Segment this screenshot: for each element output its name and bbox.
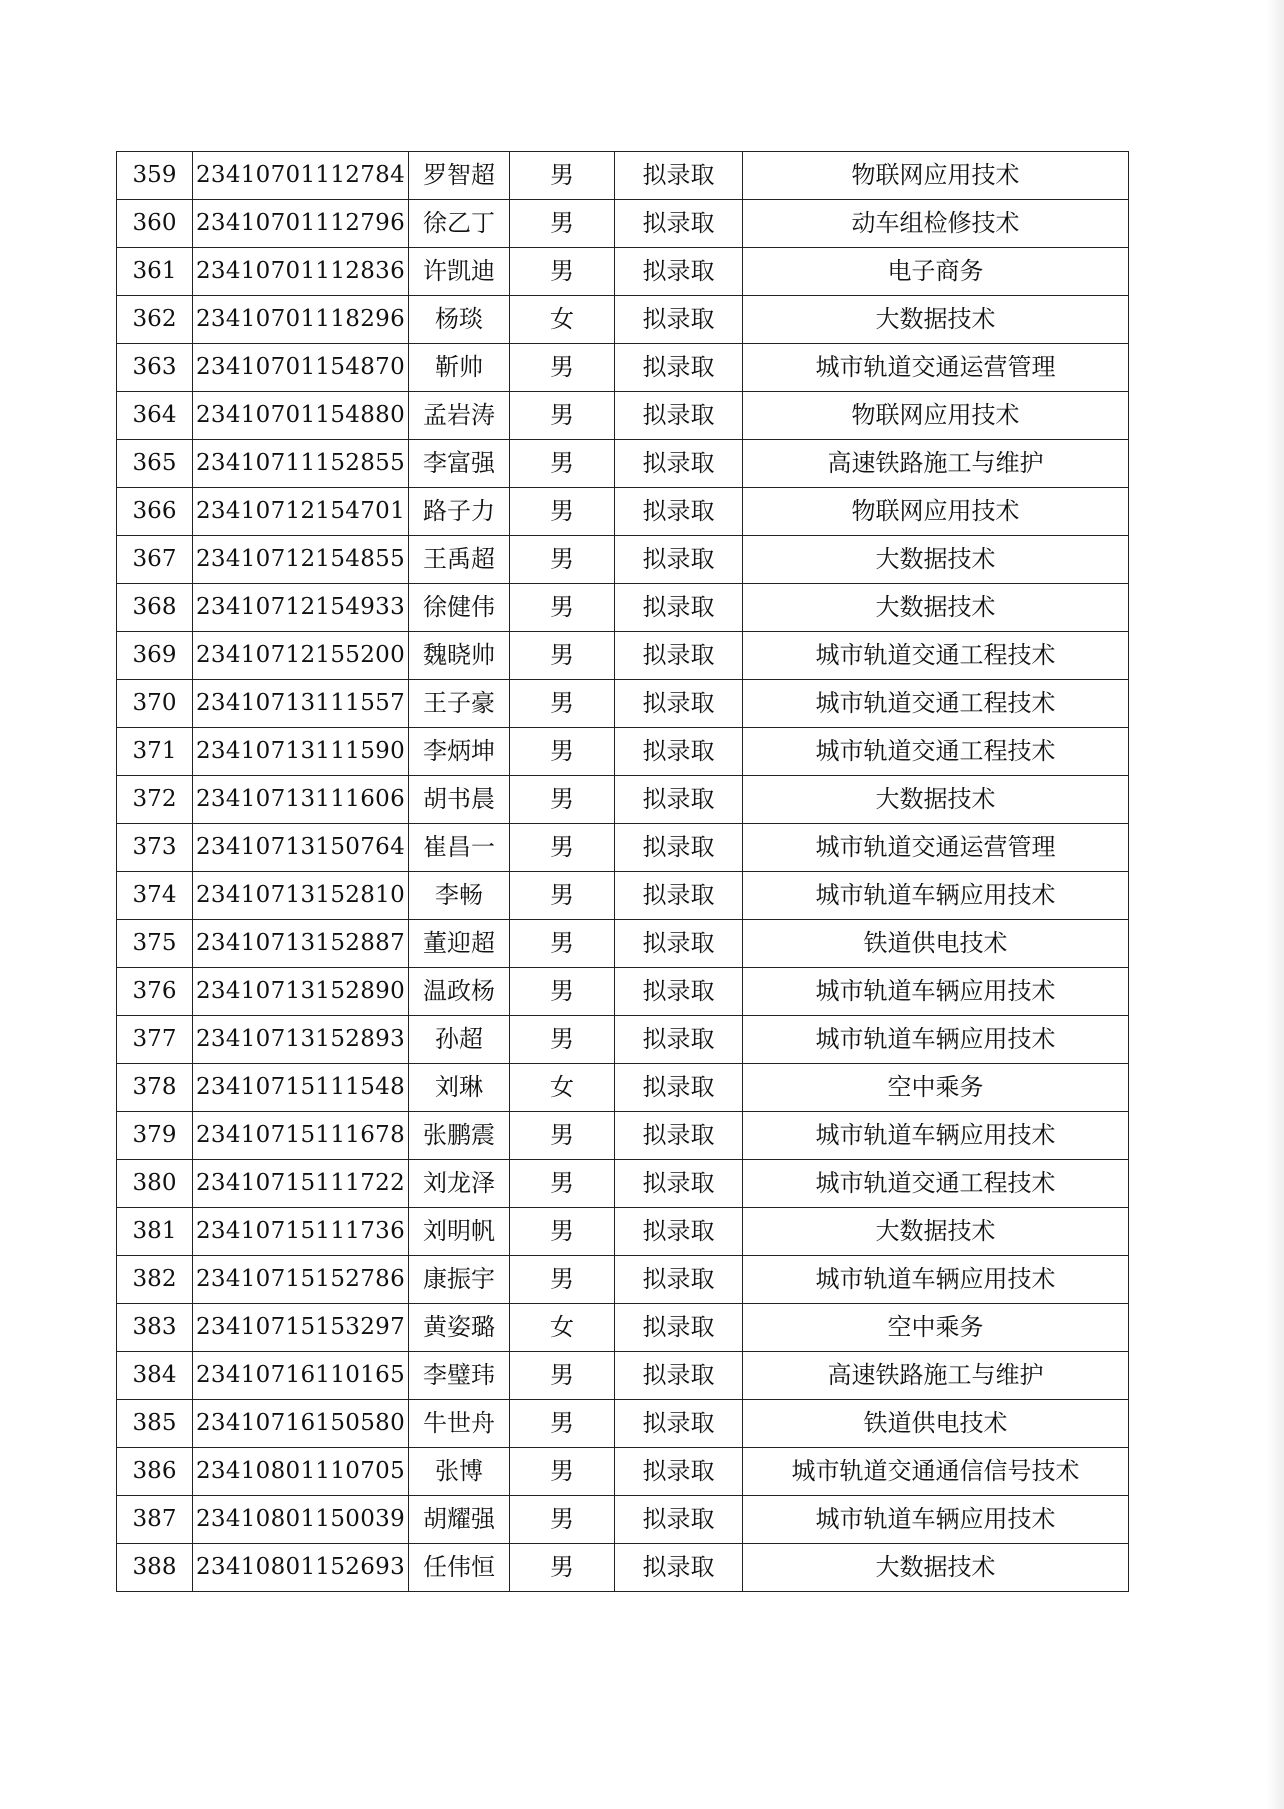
- candidate-id-cell: 23410701118296: [193, 296, 409, 344]
- admission-status-cell: 拟录取: [615, 968, 743, 1016]
- gender-cell: 女: [510, 1304, 615, 1352]
- gender-cell: 男: [510, 1160, 615, 1208]
- major-cell: 城市轨道车辆应用技术: [743, 1256, 1129, 1304]
- student-name-cell: 李富强: [409, 440, 510, 488]
- gender-cell: 男: [510, 1208, 615, 1256]
- table-row: [117, 1208, 1129, 1256]
- seq-cell: 379: [117, 1112, 193, 1160]
- major-cell: 城市轨道交通工程技术: [743, 632, 1129, 680]
- gender-cell: 男: [510, 824, 615, 872]
- student-name-cell: 李畅: [409, 872, 510, 920]
- table-row: [117, 344, 1129, 392]
- major-cell: 电子商务: [743, 248, 1129, 296]
- admission-status-cell: 拟录取: [615, 1064, 743, 1112]
- table-row: [117, 536, 1129, 584]
- admission-status-cell: 拟录取: [615, 392, 743, 440]
- candidate-id-cell: 23410716110165: [193, 1352, 409, 1400]
- admission-status-cell: 拟录取: [615, 1496, 743, 1544]
- gender-cell: 男: [510, 536, 615, 584]
- table-row: [117, 1064, 1129, 1112]
- student-name-cell: 许凯迪: [409, 248, 510, 296]
- candidate-id-cell: 23410713150764: [193, 824, 409, 872]
- gender-cell: 女: [510, 296, 615, 344]
- student-name-cell: 靳帅: [409, 344, 510, 392]
- major-cell: 城市轨道车辆应用技术: [743, 968, 1129, 1016]
- student-name-cell: 路子力: [409, 488, 510, 536]
- admission-status-cell: 拟录取: [615, 536, 743, 584]
- seq-cell: 383: [117, 1304, 193, 1352]
- table-row: [117, 1160, 1129, 1208]
- major-cell: 城市轨道交通工程技术: [743, 680, 1129, 728]
- table-row: [117, 1400, 1129, 1448]
- admission-status-cell: 拟录取: [615, 1400, 743, 1448]
- student-name-cell: 刘龙泽: [409, 1160, 510, 1208]
- seq-cell: 364: [117, 392, 193, 440]
- admission-status-cell: 拟录取: [615, 1448, 743, 1496]
- gender-cell: 男: [510, 1400, 615, 1448]
- student-name-cell: 张鹏震: [409, 1112, 510, 1160]
- table-row: [117, 776, 1129, 824]
- student-name-cell: 王禹超: [409, 536, 510, 584]
- candidate-id-cell: 23410713152893: [193, 1016, 409, 1064]
- candidate-id-cell: 23410701112784: [193, 152, 409, 200]
- table-row: [117, 968, 1129, 1016]
- major-cell: 高速铁路施工与维护: [743, 1352, 1129, 1400]
- student-name-cell: 黄姿璐: [409, 1304, 510, 1352]
- gender-cell: 男: [510, 632, 615, 680]
- student-name-cell: 胡耀强: [409, 1496, 510, 1544]
- major-cell: 大数据技术: [743, 296, 1129, 344]
- gender-cell: 男: [510, 776, 615, 824]
- gender-cell: 男: [510, 1016, 615, 1064]
- gender-cell: 男: [510, 1544, 615, 1592]
- candidate-id-cell: 23410801110705: [193, 1448, 409, 1496]
- seq-cell: 366: [117, 488, 193, 536]
- seq-cell: 369: [117, 632, 193, 680]
- gender-cell: 男: [510, 680, 615, 728]
- gender-cell: 男: [510, 1112, 615, 1160]
- student-name-cell: 刘明帆: [409, 1208, 510, 1256]
- admission-status-cell: 拟录取: [615, 584, 743, 632]
- major-cell: 城市轨道交通运营管理: [743, 824, 1129, 872]
- table-row: [117, 152, 1129, 200]
- candidate-id-cell: 23410712154855: [193, 536, 409, 584]
- admission-status-cell: 拟录取: [615, 200, 743, 248]
- admission-status-cell: 拟录取: [615, 1112, 743, 1160]
- candidate-id-cell: 23410715111722: [193, 1160, 409, 1208]
- table-row: [117, 488, 1129, 536]
- major-cell: 城市轨道交通工程技术: [743, 728, 1129, 776]
- admission-status-cell: 拟录取: [615, 680, 743, 728]
- major-cell: 大数据技术: [743, 536, 1129, 584]
- admission-status-cell: 拟录取: [615, 248, 743, 296]
- gender-cell: 女: [510, 1064, 615, 1112]
- admission-status-cell: 拟录取: [615, 1544, 743, 1592]
- seq-cell: 384: [117, 1352, 193, 1400]
- table-row: [117, 1112, 1129, 1160]
- major-cell: 空中乘务: [743, 1304, 1129, 1352]
- seq-cell: 360: [117, 200, 193, 248]
- gender-cell: 男: [510, 344, 615, 392]
- student-name-cell: 王子豪: [409, 680, 510, 728]
- major-cell: 物联网应用技术: [743, 152, 1129, 200]
- admission-status-cell: 拟录取: [615, 152, 743, 200]
- seq-cell: 382: [117, 1256, 193, 1304]
- candidate-id-cell: 23410715111548: [193, 1064, 409, 1112]
- seq-cell: 376: [117, 968, 193, 1016]
- gender-cell: 男: [510, 152, 615, 200]
- student-name-cell: 孟岩涛: [409, 392, 510, 440]
- candidate-id-cell: 23410711152855: [193, 440, 409, 488]
- major-cell: 物联网应用技术: [743, 488, 1129, 536]
- admission-status-cell: 拟录取: [615, 1160, 743, 1208]
- student-name-cell: 杨琰: [409, 296, 510, 344]
- candidate-id-cell: 23410715152786: [193, 1256, 409, 1304]
- table-row: [117, 1304, 1129, 1352]
- seq-cell: 363: [117, 344, 193, 392]
- admission-status-cell: 拟录取: [615, 1016, 743, 1064]
- table-row: [117, 632, 1129, 680]
- candidate-id-cell: 23410715153297: [193, 1304, 409, 1352]
- seq-cell: 365: [117, 440, 193, 488]
- table-row: [117, 872, 1129, 920]
- candidate-id-cell: 23410801152693: [193, 1544, 409, 1592]
- gender-cell: 男: [510, 1256, 615, 1304]
- admission-status-cell: 拟录取: [615, 776, 743, 824]
- admission-table-body: [117, 152, 1129, 1592]
- table-row: [117, 440, 1129, 488]
- admission-status-cell: 拟录取: [615, 488, 743, 536]
- gender-cell: 男: [510, 872, 615, 920]
- candidate-id-cell: 23410715111736: [193, 1208, 409, 1256]
- gender-cell: 男: [510, 200, 615, 248]
- seq-cell: 377: [117, 1016, 193, 1064]
- admission-status-cell: 拟录取: [615, 920, 743, 968]
- admission-status-cell: 拟录取: [615, 824, 743, 872]
- candidate-id-cell: 23410715111678: [193, 1112, 409, 1160]
- seq-cell: 359: [117, 152, 193, 200]
- gender-cell: 男: [510, 584, 615, 632]
- admission-status-cell: 拟录取: [615, 296, 743, 344]
- admission-status-cell: 拟录取: [615, 344, 743, 392]
- candidate-id-cell: 23410801150039: [193, 1496, 409, 1544]
- admission-status-cell: 拟录取: [615, 1352, 743, 1400]
- major-cell: 城市轨道车辆应用技术: [743, 872, 1129, 920]
- major-cell: 大数据技术: [743, 1208, 1129, 1256]
- candidate-id-cell: 23410713152887: [193, 920, 409, 968]
- candidate-id-cell: 23410712154933: [193, 584, 409, 632]
- admission-status-cell: 拟录取: [615, 1208, 743, 1256]
- seq-cell: 375: [117, 920, 193, 968]
- gender-cell: 男: [510, 488, 615, 536]
- table-row: [117, 1016, 1129, 1064]
- student-name-cell: 张博: [409, 1448, 510, 1496]
- student-name-cell: 李璧玮: [409, 1352, 510, 1400]
- page-edge-shadow: [1266, 0, 1284, 1809]
- student-name-cell: 徐乙丁: [409, 200, 510, 248]
- major-cell: 城市轨道车辆应用技术: [743, 1496, 1129, 1544]
- student-name-cell: 魏晓帅: [409, 632, 510, 680]
- gender-cell: 男: [510, 1448, 615, 1496]
- gender-cell: 男: [510, 248, 615, 296]
- major-cell: 大数据技术: [743, 1544, 1129, 1592]
- seq-cell: 388: [117, 1544, 193, 1592]
- candidate-id-cell: 23410713152810: [193, 872, 409, 920]
- table-row: [117, 1352, 1129, 1400]
- table-row: [117, 728, 1129, 776]
- seq-cell: 368: [117, 584, 193, 632]
- candidate-id-cell: 23410701112796: [193, 200, 409, 248]
- seq-cell: 371: [117, 728, 193, 776]
- student-name-cell: 胡书晨: [409, 776, 510, 824]
- seq-cell: 373: [117, 824, 193, 872]
- gender-cell: 男: [510, 920, 615, 968]
- gender-cell: 男: [510, 728, 615, 776]
- student-name-cell: 董迎超: [409, 920, 510, 968]
- candidate-id-cell: 23410713111590: [193, 728, 409, 776]
- table-row: [117, 1448, 1129, 1496]
- student-name-cell: 任伟恒: [409, 1544, 510, 1592]
- candidate-id-cell: 23410701112836: [193, 248, 409, 296]
- gender-cell: 男: [510, 440, 615, 488]
- major-cell: 大数据技术: [743, 776, 1129, 824]
- seq-cell: 362: [117, 296, 193, 344]
- table-row: [117, 584, 1129, 632]
- table-row: [117, 1544, 1129, 1592]
- candidate-id-cell: 23410713111606: [193, 776, 409, 824]
- gender-cell: 男: [510, 1496, 615, 1544]
- student-name-cell: 李炳坤: [409, 728, 510, 776]
- admission-status-cell: 拟录取: [615, 1256, 743, 1304]
- candidate-id-cell: 23410713152890: [193, 968, 409, 1016]
- candidate-id-cell: 23410701154870: [193, 344, 409, 392]
- seq-cell: 370: [117, 680, 193, 728]
- gender-cell: 男: [510, 1352, 615, 1400]
- major-cell: 城市轨道交通工程技术: [743, 1160, 1129, 1208]
- seq-cell: 380: [117, 1160, 193, 1208]
- admission-status-cell: 拟录取: [615, 440, 743, 488]
- seq-cell: 385: [117, 1400, 193, 1448]
- table-row: [117, 680, 1129, 728]
- seq-cell: 367: [117, 536, 193, 584]
- seq-cell: 372: [117, 776, 193, 824]
- student-name-cell: 温政杨: [409, 968, 510, 1016]
- candidate-id-cell: 23410716150580: [193, 1400, 409, 1448]
- candidate-id-cell: 23410712155200: [193, 632, 409, 680]
- table-row: [117, 296, 1129, 344]
- student-name-cell: 罗智超: [409, 152, 510, 200]
- table-row: [117, 392, 1129, 440]
- candidate-id-cell: 23410712154701: [193, 488, 409, 536]
- student-name-cell: 崔昌一: [409, 824, 510, 872]
- seq-cell: 387: [117, 1496, 193, 1544]
- admission-status-cell: 拟录取: [615, 728, 743, 776]
- candidate-id-cell: 23410713111557: [193, 680, 409, 728]
- seq-cell: 374: [117, 872, 193, 920]
- major-cell: 城市轨道车辆应用技术: [743, 1016, 1129, 1064]
- major-cell: 物联网应用技术: [743, 392, 1129, 440]
- gender-cell: 男: [510, 392, 615, 440]
- major-cell: 空中乘务: [743, 1064, 1129, 1112]
- major-cell: 铁道供电技术: [743, 1400, 1129, 1448]
- table-row: [117, 920, 1129, 968]
- table-row: [117, 1496, 1129, 1544]
- seq-cell: 381: [117, 1208, 193, 1256]
- major-cell: 铁道供电技术: [743, 920, 1129, 968]
- major-cell: 城市轨道交通运营管理: [743, 344, 1129, 392]
- student-name-cell: 孙超: [409, 1016, 510, 1064]
- student-name-cell: 徐健伟: [409, 584, 510, 632]
- student-name-cell: 刘琳: [409, 1064, 510, 1112]
- candidate-id-cell: 23410701154880: [193, 392, 409, 440]
- seq-cell: 386: [117, 1448, 193, 1496]
- gender-cell: 男: [510, 968, 615, 1016]
- seq-cell: 361: [117, 248, 193, 296]
- table-row: [117, 200, 1129, 248]
- seq-cell: 378: [117, 1064, 193, 1112]
- major-cell: 高速铁路施工与维护: [743, 440, 1129, 488]
- table-row: [117, 824, 1129, 872]
- table-row: [117, 1256, 1129, 1304]
- major-cell: 城市轨道车辆应用技术: [743, 1112, 1129, 1160]
- student-name-cell: 康振宇: [409, 1256, 510, 1304]
- major-cell: 大数据技术: [743, 584, 1129, 632]
- major-cell: 城市轨道交通通信信号技术: [743, 1448, 1129, 1496]
- admission-status-cell: 拟录取: [615, 1304, 743, 1352]
- admission-status-cell: 拟录取: [615, 632, 743, 680]
- admission-table: [116, 151, 1129, 1592]
- admission-status-cell: 拟录取: [615, 872, 743, 920]
- student-name-cell: 牛世舟: [409, 1400, 510, 1448]
- table-row: [117, 248, 1129, 296]
- major-cell: 动车组检修技术: [743, 200, 1129, 248]
